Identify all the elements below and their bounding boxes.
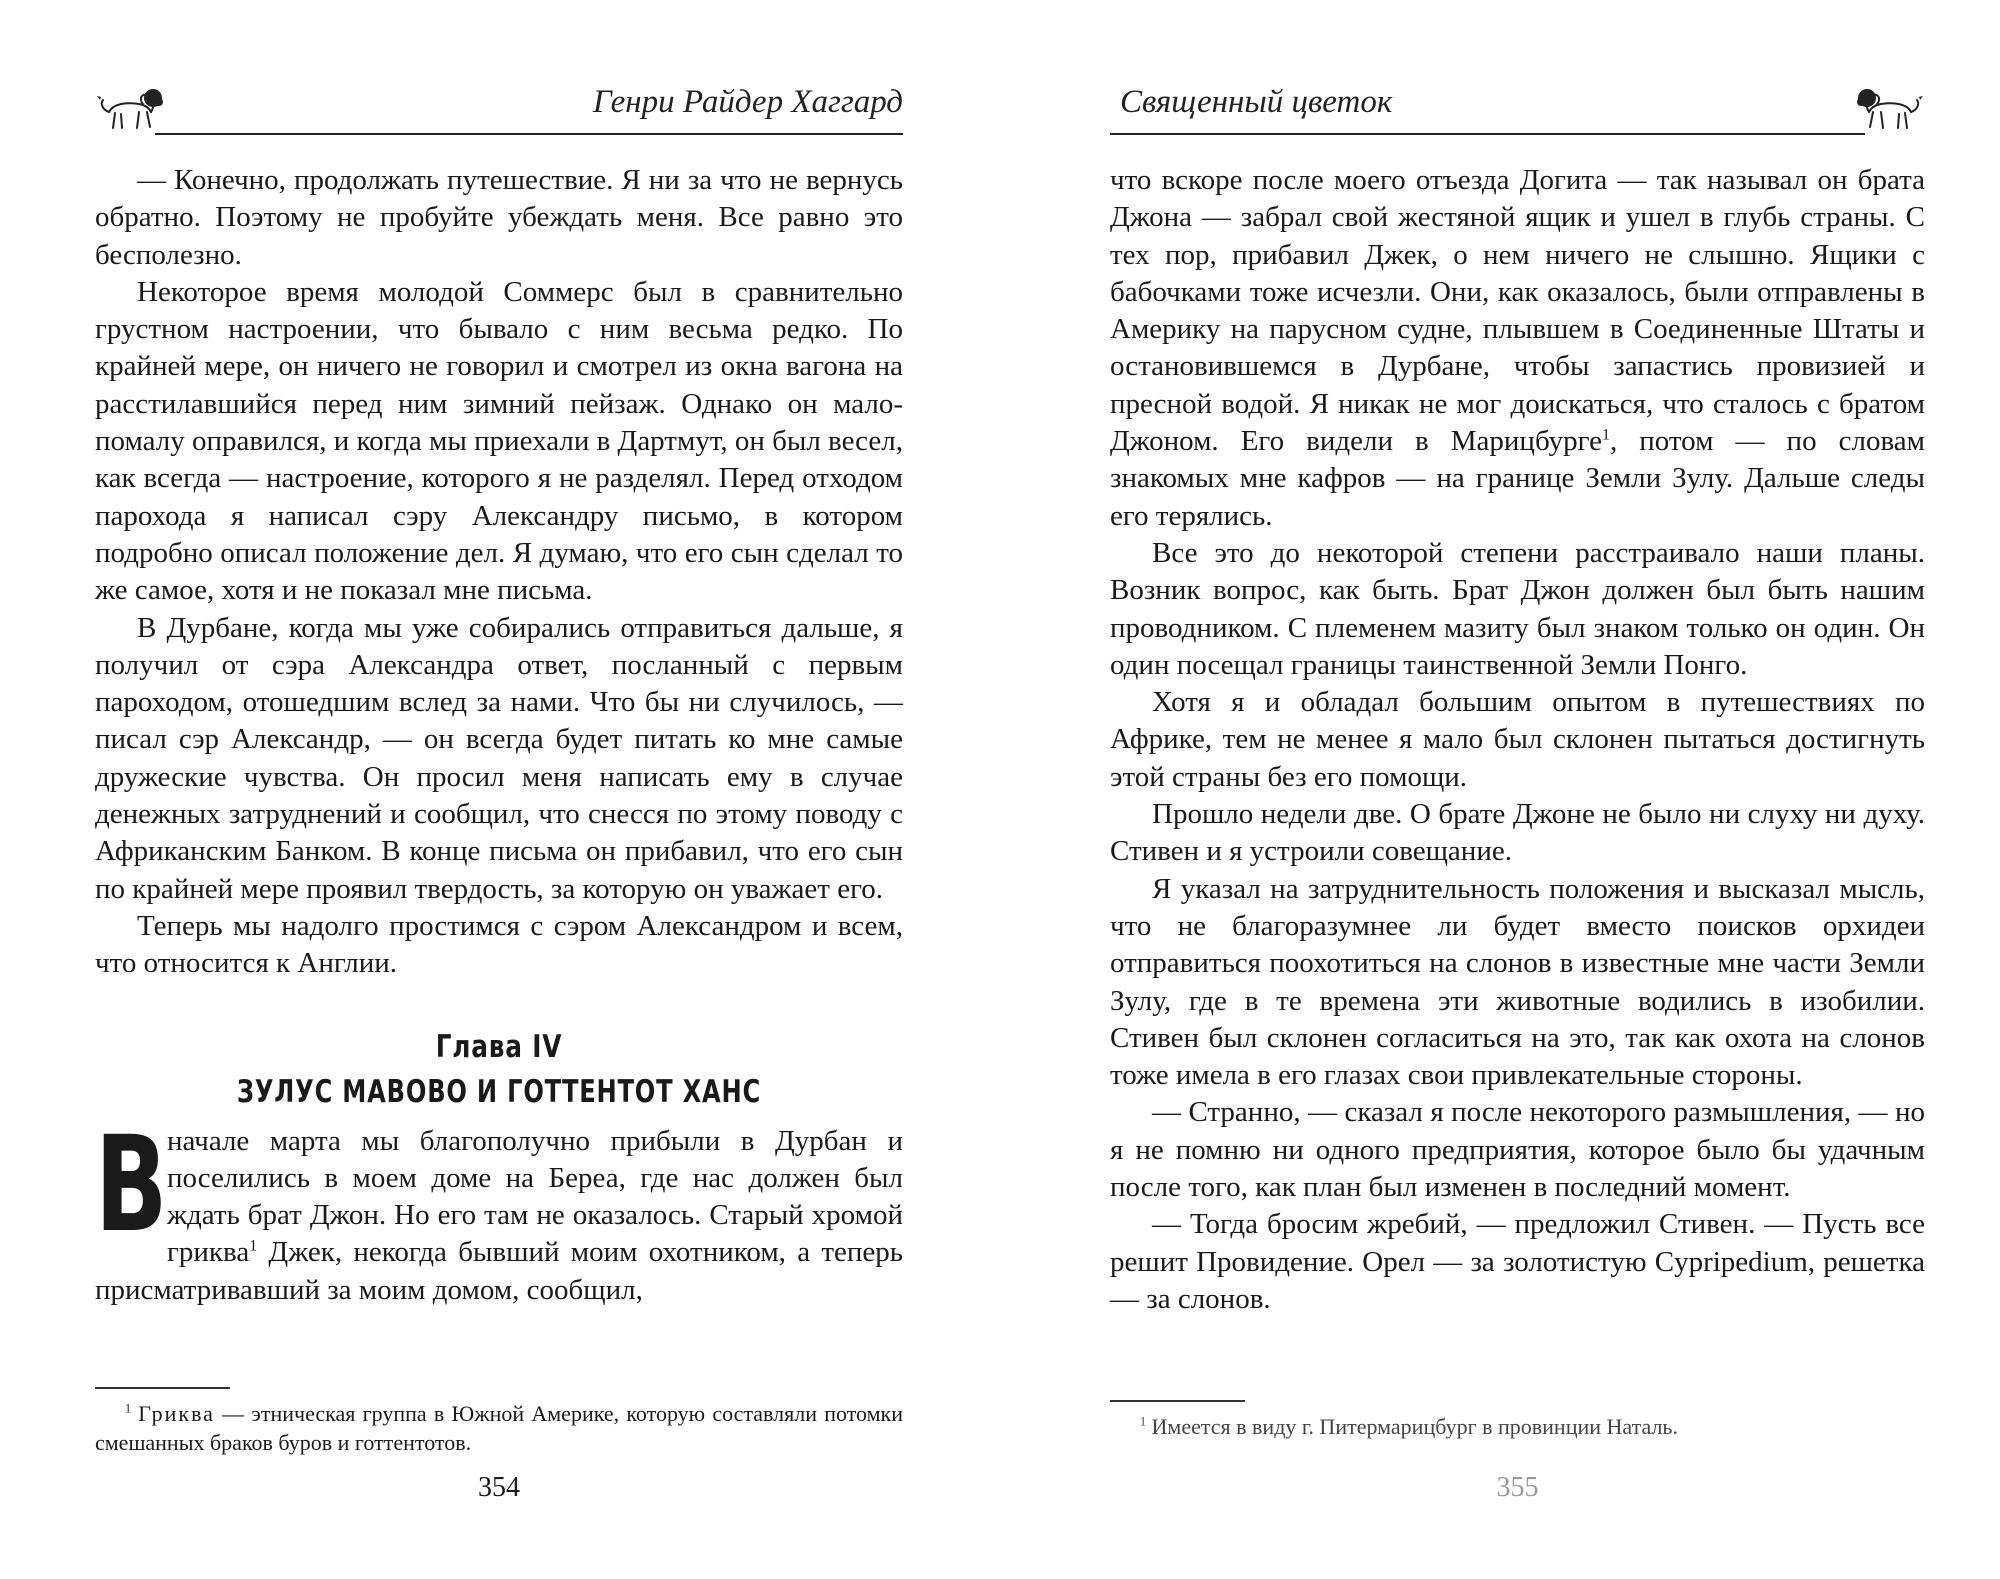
paragraph-text: что вскоре после моего отъезда Догита — так называл он брата Джона — забрал свой жестяной ящик и ушел в глубь страны. С тех пор, прибавил Джек, о нем ничего не слышно. Ящики с бабочками тоже исчезли. Они, как оказалось, были отправлены в Америку на парусном судне, плывшем в Соединенные Штаты и остановившемся в Дурбане, чтобы запастись провизией и пресной водой. Я никак не мог доискаться, что сталось с братом Джоном. Его видели в Марицбурге <box>1110 164 1925 458</box>
chapter-number: Глава IV <box>435 1028 563 1065</box>
chapter-heading <box>95 1025 903 1115</box>
paragraph: Прошло недели две. О брате Джоне не было ни слуху ни духу. Стивен и я устроили совещание. <box>1110 798 1925 868</box>
page-number: 355 <box>1496 1472 1539 1503</box>
left-page <box>95 0 903 1579</box>
footnote <box>1110 1412 1925 1441</box>
lion-ornament-icon <box>95 82 171 136</box>
chapter-title: ЗУЛУС МАВОВО И ГОТТЕНТОТ ХАНС <box>236 1073 762 1110</box>
paragraph: Хотя я и обладал большим опытом в путешествиях по Африке, тем не менее я мало был склонен пытаться достигнуть этой страны без его помощи. <box>1110 686 1925 793</box>
right-page <box>1110 0 1925 1579</box>
footnote-text: Имеется в виду г. Питермарицбург в провинции Наталь. <box>1146 1414 1678 1439</box>
paragraph: Некоторое время молодой Соммерс был в сравнительно грустном настроении, что бывало с ним весьма редко. По крайней мере, он ничего не говорил и смотрел из окна вагона на расстилавшийся перед ним зимний пейзаж. Однако он мало-помалу оправился, и когда мы приехали в Дартмут, он был весел, как всегда — настроение, которого я не разделял. Перед отходом парохода я написал сэру Александру письмо, в котором подробно описал положение дел. Я думаю, что его сын сделал то же самое, хотя и не показал мне письма. <box>95 275 903 607</box>
right-running-head <box>1110 70 1925 142</box>
footnote-text: — этническая группа в Южной Америке, которую составляли потомки смешанных браков буров и готтентотов. <box>95 1401 903 1455</box>
left-running-head <box>95 70 903 142</box>
header-rule <box>1110 133 1865 135</box>
footnote-mark: 1 <box>125 1401 132 1416</box>
paragraph: — Странно, — сказал я после некоторого размышления, — но я не помню ни одного предприятия, которое было бы удачным после того, как план был изменен в последний момент. <box>1110 1096 1925 1204</box>
chapter-opening-paragraph <box>95 1107 903 1309</box>
running-head-author: Генри Райдер Хаггард <box>592 84 903 120</box>
footnote-rule <box>1110 1400 1245 1402</box>
lion-ornament-icon <box>1849 82 1925 136</box>
paragraph: Все это до некоторой степени расстраивало наши планы. Возник вопрос, как быть. Брат Джон должен был быть нашим проводником. С племенем мазиту был знаком только он один. Он один посещал границы таинственной Земли Понго. <box>1110 536 1925 681</box>
paragraph-continued <box>1110 162 1925 535</box>
right-footnotes <box>1110 1400 1925 1441</box>
footnote <box>95 1399 903 1457</box>
paragraph: Я указал на затруднительность положения и высказал мысль, что не благоразумнее ли будет вместо поисков орхидеи отправиться поохотиться на слонов в известные мне части Земли Зулу, где в те времена эти животные водились в изобилии. Стивен был склонен согласиться на это, так как охота на слонов тоже имела в его глазах свои привлекательные стороны. <box>1110 872 1925 1092</box>
paragraph-text: , потом — по словам знакомых мне кафров — на границе Земли Зулу. Дальше следы его терялись. <box>1110 425 1925 532</box>
running-head-title: Священный цветок <box>1120 84 1393 120</box>
footnote-mark: 1 <box>1140 1414 1147 1429</box>
drop-cap: В <box>95 1107 168 1262</box>
paragraph: — Конечно, продолжать путешествие. Я ни за что не вернусь обратно. Поэтому не пробуйте убеждать меня. Все равно это бесполезно. <box>95 164 903 271</box>
right-body <box>1110 162 1925 1318</box>
paragraph: В Дурбане, когда мы уже собирались отправиться дальше, я получил от сэра Александра ответ, посланный с первым пароходом, отошедшим вслед за нами. Что бы ни случилось, — писал сэр Александр, — он всегда будет питать ко мне самые дружеские чувства. Он просил меня написать ему в случае денежных затруднений и сообщил, что снесся по этому поводу с Африканским Банком. В конце письма он прибавил, что его сын по крайней мере проявил твердость, за которую он уважает его. <box>95 611 903 905</box>
header-rule <box>155 133 903 135</box>
chapter-text: начале марта мы благополучно прибыли в Дурбан и поселились в моем доме на Береа, где нас должен был ждать брат Джон. Но его там не оказалось. Старый хромой гриква <box>167 1124 903 1269</box>
chapter-text: Джек, некогда бывший моим охотником, а теперь присматривавший за моим домом, сообщил, <box>95 1236 903 1306</box>
footnote-rule <box>95 1387 230 1389</box>
footnote-reference: 1 <box>1601 426 1610 444</box>
footnote-term: Гриква <box>138 1401 215 1426</box>
paragraph: — Тогда бросим жребий, — предложил Стивен. — Пусть все решит Провидение. Орел — за золотистую Cypripedium, решетка — за слонов. <box>1110 1208 1925 1315</box>
paragraph: Теперь мы надолго простимся с сэром Александром и всем, что относится к Англии. <box>95 909 903 980</box>
footnote-reference: 1 <box>249 1237 258 1255</box>
page-number: 354 <box>478 1472 520 1503</box>
left-body <box>95 162 903 1309</box>
left-footnotes <box>95 1387 903 1457</box>
